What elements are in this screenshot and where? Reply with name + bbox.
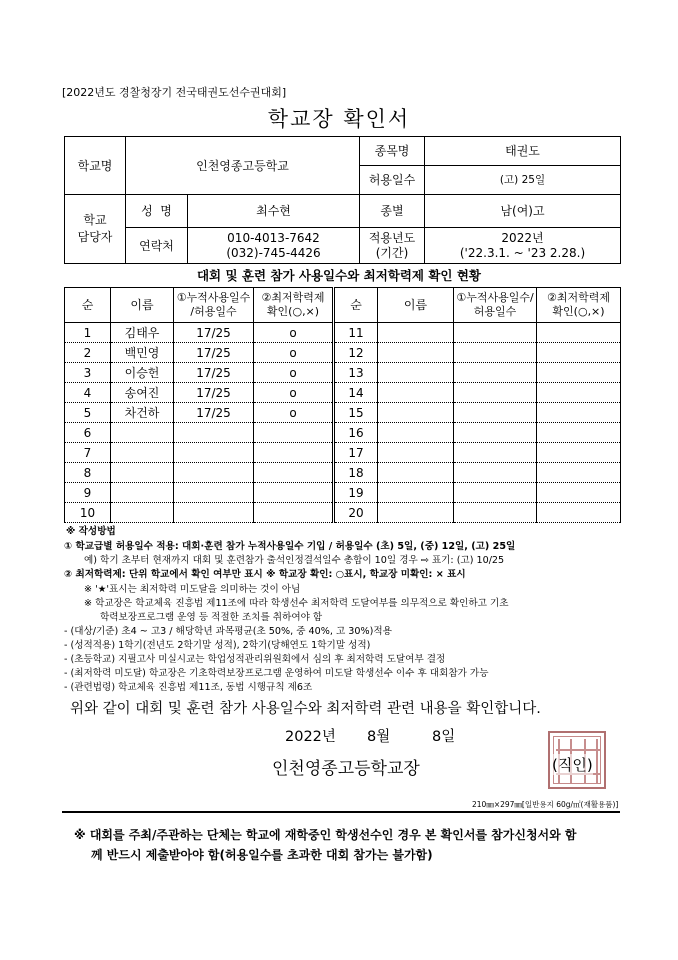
row-check-2 bbox=[537, 383, 621, 403]
row-no: 3 bbox=[65, 363, 111, 383]
header-days: ①누적사용일수 /허용일수 bbox=[174, 288, 254, 323]
row-name bbox=[111, 463, 174, 483]
row-no-2: 16 bbox=[334, 423, 378, 443]
table-row bbox=[65, 343, 621, 363]
row-name bbox=[111, 483, 174, 503]
row-no: 8 bbox=[65, 463, 111, 483]
row-days-2 bbox=[454, 343, 537, 363]
footer-note-line-2: 께 반드시 제출받아야 함(허용일수를 초과한 대회 참가는 불가함) bbox=[91, 848, 433, 862]
row-days-2 bbox=[454, 403, 537, 423]
row-check bbox=[254, 463, 334, 483]
row-days-2 bbox=[454, 383, 537, 403]
row-no: 10 bbox=[65, 503, 111, 523]
info-table bbox=[64, 136, 621, 264]
note-8: - (최저학력 미도달) 학교장은 기초학력보장프로그램 운영하여 미도달 학생선수 이수 후 대회참가 가능 bbox=[64, 668, 489, 679]
row-name-2 bbox=[378, 423, 454, 443]
header-days-2: ①누적사용일수/ 허용일수 bbox=[454, 288, 537, 323]
row-check bbox=[254, 423, 334, 443]
row-days-2 bbox=[454, 483, 537, 503]
table-row bbox=[65, 403, 621, 423]
name-value: 최수현 bbox=[188, 195, 360, 228]
row-name: 송여진 bbox=[111, 383, 174, 403]
row-days: 17/25 bbox=[174, 383, 254, 403]
row-days bbox=[174, 423, 254, 443]
row-no: 5 bbox=[65, 403, 111, 423]
row-check-2 bbox=[537, 403, 621, 423]
row-name-2 bbox=[378, 363, 454, 383]
row-days: 17/25 bbox=[174, 343, 254, 363]
section-title: 대회 및 훈련 참가 사용일수와 최저학력제 확인 현황 bbox=[196, 268, 482, 283]
row-no: 7 bbox=[65, 443, 111, 463]
row-name-2 bbox=[378, 483, 454, 503]
header-no: 순 bbox=[65, 288, 111, 323]
row-name-2 bbox=[378, 323, 454, 343]
paper-spec: 210㎜×297㎜[일반용지 60g/㎡(재활용품)] bbox=[472, 800, 619, 809]
row-days bbox=[174, 443, 254, 463]
footer-note-line-1: ※ 대회를 주최/주관하는 단체는 학교에 재학중인 학생선수인 경우 본 확인서를 참가신청서와 함 bbox=[74, 828, 577, 842]
row-check-2 bbox=[537, 463, 621, 483]
header-tag: [2022년도 경찰청장기 전국태권도선수권대회] bbox=[62, 86, 287, 99]
table-row bbox=[65, 423, 621, 443]
row-no-2: 13 bbox=[334, 363, 378, 383]
row-check: o bbox=[254, 403, 334, 423]
row-no: 2 bbox=[65, 343, 111, 363]
row-name: 차건하 bbox=[111, 403, 174, 423]
gender-value: 남(여)고 bbox=[425, 195, 621, 228]
row-name-2 bbox=[378, 343, 454, 363]
row-name-2 bbox=[378, 443, 454, 463]
row-check: o bbox=[254, 343, 334, 363]
row-name-2 bbox=[378, 403, 454, 423]
row-check: o bbox=[254, 323, 334, 343]
header-name-2: 이름 bbox=[378, 288, 454, 323]
note-4a: ※ 학교장은 학교체육 진흥법 제11조에 따라 학생선수 최저학력 도달여부를 의무적으로 확인하고 기초 bbox=[84, 598, 509, 609]
note-1a: ① 학교급별 허용일수 적용: 대회·훈련 참가 누적사용일수 기입 / 허용일수 (초) 5일, (중) 12일, (고) 25일 bbox=[64, 541, 516, 552]
note-7: - (초등학교) 지필고사 미실시교는 학업성적관리위원회에서 심의 후 최저학력 도달여부 결정 bbox=[64, 654, 446, 665]
row-name bbox=[111, 443, 174, 463]
row-name-2 bbox=[378, 503, 454, 523]
confirm-statement: 위와 같이 대회 및 훈련 참가 사용일수와 최저학력 관련 내용을 확인합니다. bbox=[70, 701, 541, 717]
row-check-2 bbox=[537, 443, 621, 463]
row-name bbox=[111, 423, 174, 443]
school-value: 인천영종고등학교 bbox=[126, 137, 360, 195]
allowed-days-label: 허용일수 bbox=[360, 166, 425, 195]
row-name bbox=[111, 503, 174, 523]
row-days-2 bbox=[454, 363, 537, 383]
row-days-2 bbox=[454, 323, 537, 343]
table-row bbox=[65, 463, 621, 483]
row-check-2 bbox=[537, 503, 621, 523]
row-days-2 bbox=[454, 503, 537, 523]
row-check bbox=[254, 503, 334, 523]
contact-label: 연락처 bbox=[126, 228, 188, 264]
row-check-2 bbox=[537, 323, 621, 343]
row-check-2 bbox=[537, 423, 621, 443]
row-days-2 bbox=[454, 463, 537, 483]
row-check-2 bbox=[537, 363, 621, 383]
note-5: - (대상/기준) 초4 ~ 고3 / 해당학년 과목평균(초 50%, 중 40%, 고 30%)적용 bbox=[64, 626, 392, 637]
year-value: 2022년 ('22.3.1. ~ '23 2.28.) bbox=[425, 228, 621, 264]
row-name: 백민영 bbox=[111, 343, 174, 363]
principal-name: 인천영종고등학교장 bbox=[272, 759, 420, 779]
row-no-2: 17 bbox=[334, 443, 378, 463]
date-day: 8일 bbox=[432, 729, 456, 745]
row-name-2 bbox=[378, 463, 454, 483]
row-days-2 bbox=[454, 443, 537, 463]
row-no-2: 12 bbox=[334, 343, 378, 363]
note-3: ※ '★'표시는 최저학력 미도달을 의미하는 것이 아님 bbox=[84, 584, 301, 595]
row-days: 17/25 bbox=[174, 323, 254, 343]
note-1b: 예) 학기 초부터 현재까지 대회 및 훈련참가 출석인정결석일수 총합이 10일 경우 ⇨ 표기: (고) 10/25 bbox=[84, 555, 505, 566]
row-days: 17/25 bbox=[174, 403, 254, 423]
table-row bbox=[65, 503, 621, 523]
table-row bbox=[65, 483, 621, 503]
row-no-2: 20 bbox=[334, 503, 378, 523]
header-name: 이름 bbox=[111, 288, 174, 323]
event-label: 종목명 bbox=[360, 137, 425, 166]
contact-value: 010-4013-7642 (032)-745-4426 bbox=[188, 228, 360, 264]
school-label: 학교명 bbox=[65, 137, 126, 195]
seal-label: (직인) bbox=[552, 756, 593, 774]
row-check: o bbox=[254, 383, 334, 403]
allowed-days-value: (고) 25일 bbox=[425, 166, 621, 195]
row-check bbox=[254, 483, 334, 503]
row-check bbox=[254, 443, 334, 463]
name-label: 성 명 bbox=[126, 195, 188, 228]
row-name-2 bbox=[378, 383, 454, 403]
bottom-divider bbox=[62, 811, 620, 813]
manager-label: 학교 담당자 bbox=[65, 195, 126, 264]
note-9: - (관련법령) 학교체육 진흥법 제11조, 동법 시행규칙 제6조 bbox=[64, 682, 313, 693]
row-name: 김태우 bbox=[111, 323, 174, 343]
row-days bbox=[174, 483, 254, 503]
row-days bbox=[174, 503, 254, 523]
row-name: 이승헌 bbox=[111, 363, 174, 383]
notes-heading: ※ 작성방법 bbox=[66, 526, 116, 537]
row-no: 6 bbox=[65, 423, 111, 443]
gender-label: 종별 bbox=[360, 195, 425, 228]
row-no: 9 bbox=[65, 483, 111, 503]
participants-table bbox=[64, 287, 621, 523]
table-row bbox=[65, 323, 621, 343]
note-4b: 학력보장프로그램 운영 등 적절한 조치를 취하여야 함 bbox=[100, 612, 323, 623]
table-row bbox=[65, 443, 621, 463]
row-no-2: 14 bbox=[334, 383, 378, 403]
row-no-2: 15 bbox=[334, 403, 378, 423]
row-check: o bbox=[254, 363, 334, 383]
row-check-2 bbox=[537, 343, 621, 363]
row-days-2 bbox=[454, 423, 537, 443]
note-6: - (성적적용) 1학기(전년도 2학기말 성적), 2학기(당해연도 1학기말 성적) bbox=[64, 640, 371, 651]
header-check-2: ②최저학력제 확인(○,×) bbox=[537, 288, 621, 323]
date-year: 2022년 bbox=[285, 729, 336, 745]
event-value: 태권도 bbox=[425, 137, 621, 166]
row-no: 1 bbox=[65, 323, 111, 343]
year-label: 적용년도 (기간) bbox=[360, 228, 425, 264]
header-check: ②최저학력제 확인(○,×) bbox=[254, 288, 334, 323]
table-row bbox=[65, 363, 621, 383]
date-month: 8월 bbox=[367, 729, 391, 745]
row-days bbox=[174, 463, 254, 483]
row-no: 4 bbox=[65, 383, 111, 403]
document-title: 학교장 확인서 bbox=[267, 107, 411, 131]
row-check-2 bbox=[537, 483, 621, 503]
row-days: 17/25 bbox=[174, 363, 254, 383]
header-no-2: 순 bbox=[334, 288, 378, 323]
note-2: ② 최저학력제: 단위 학교에서 확인 여부만 표시 ※ 학교장 확인: ○표시, 학교장 미확인: × 표시 bbox=[64, 569, 466, 580]
table-row bbox=[65, 383, 621, 403]
row-no-2: 19 bbox=[334, 483, 378, 503]
row-no-2: 11 bbox=[334, 323, 378, 343]
row-no-2: 18 bbox=[334, 463, 378, 483]
